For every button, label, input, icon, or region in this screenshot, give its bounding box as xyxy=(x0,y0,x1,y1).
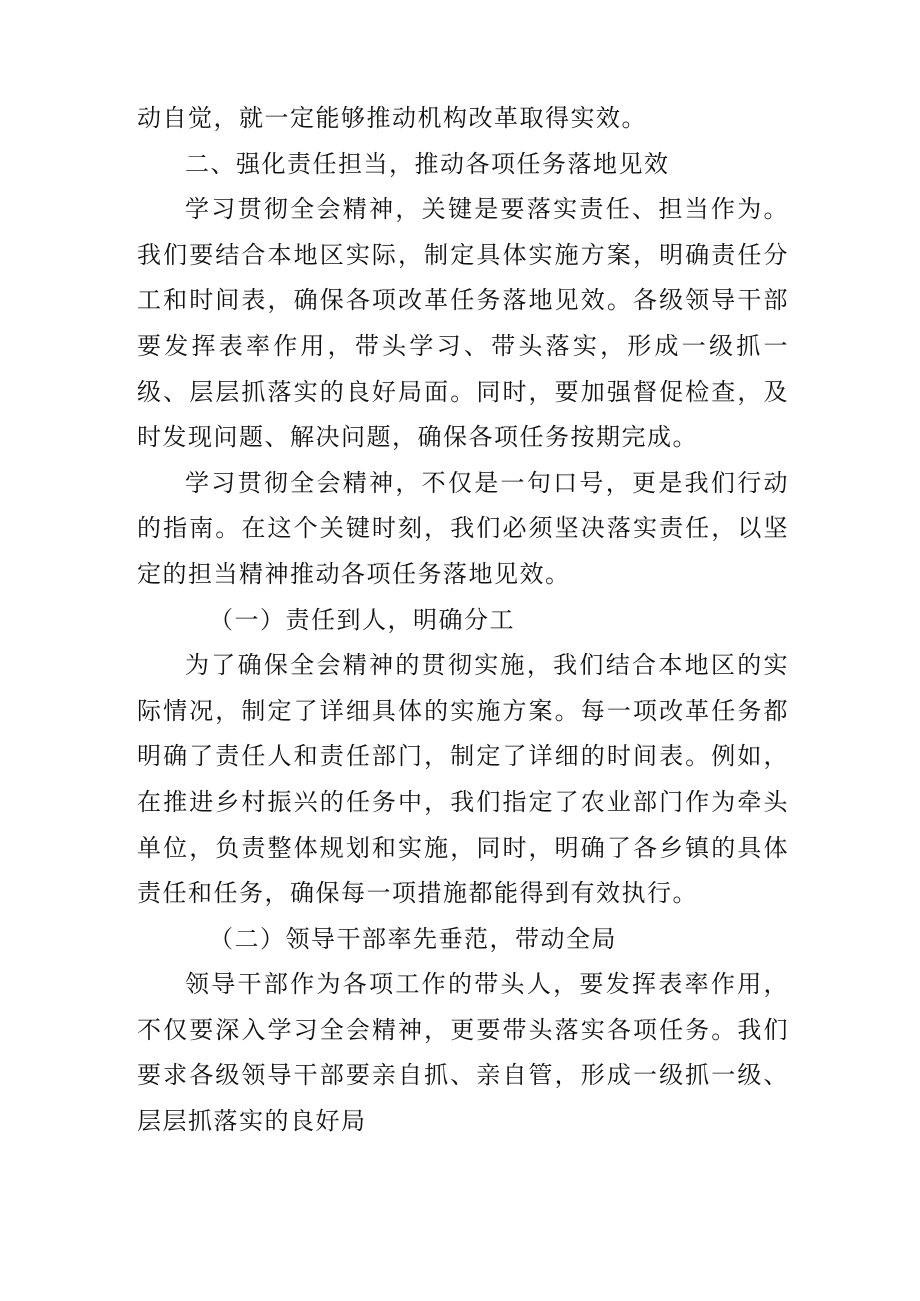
body-paragraph: 为了确保全会精神的贯彻实施，我们结合本地区的实际情况，制定了详细具体的实施方案。每一项改革任务都明确了责任人和责任部门，制定了详细的时间表。例如，在推进乡村振兴的任务中，我们指定了农业部门作为牵头单位，负责整体规划和实施，同时，明确了各乡镇的具体责任和任务，确保每一项措施都能得到有效执行。 xyxy=(137,651,789,908)
subsection-heading-2: （二）领导干部率先垂范，带动全局 xyxy=(209,924,617,953)
body-paragraph: 学习贯彻全会精神，不仅是一句口号，更是我们行动的指南。在这个关键时刻，我们必须坚决落实责任，以坚定的担当精神推动各项任务落地见效。 xyxy=(137,468,789,588)
body-paragraph: 领导干部作为各项工作的带头人，要发挥表率作用，不仅要深入学习全会精神，更要带头落实各项任务。我们要求各级领导干部要亲自抓、亲自管，形成一级抓一级、层层抓落实的良好局 xyxy=(137,970,789,1136)
section-heading-2: 二、强化责任担当，推动各项任务落地见效 xyxy=(185,149,670,178)
body-paragraph: 学习贯彻全会精神，关键是要落实责任、担当作为。我们要结合本地区实际，制定具体实施方案，明确责任分工和时间表，确保各项改革任务落地见效。各级领导干部要发挥表率作用，带头学习、带头落实，形成一级抓一级、层层抓落实的良好局面。同时，要加强督促检查，及时发现问题、解决问题，确保各项任务按期完成。 xyxy=(137,195,789,452)
continued-paragraph: 动自觉，就一定能够推动机构改革取得实效。 xyxy=(137,104,647,132)
document-body xyxy=(137,96,789,1145)
subsection-heading-1: （一）责任到人，明确分工 xyxy=(209,605,515,634)
